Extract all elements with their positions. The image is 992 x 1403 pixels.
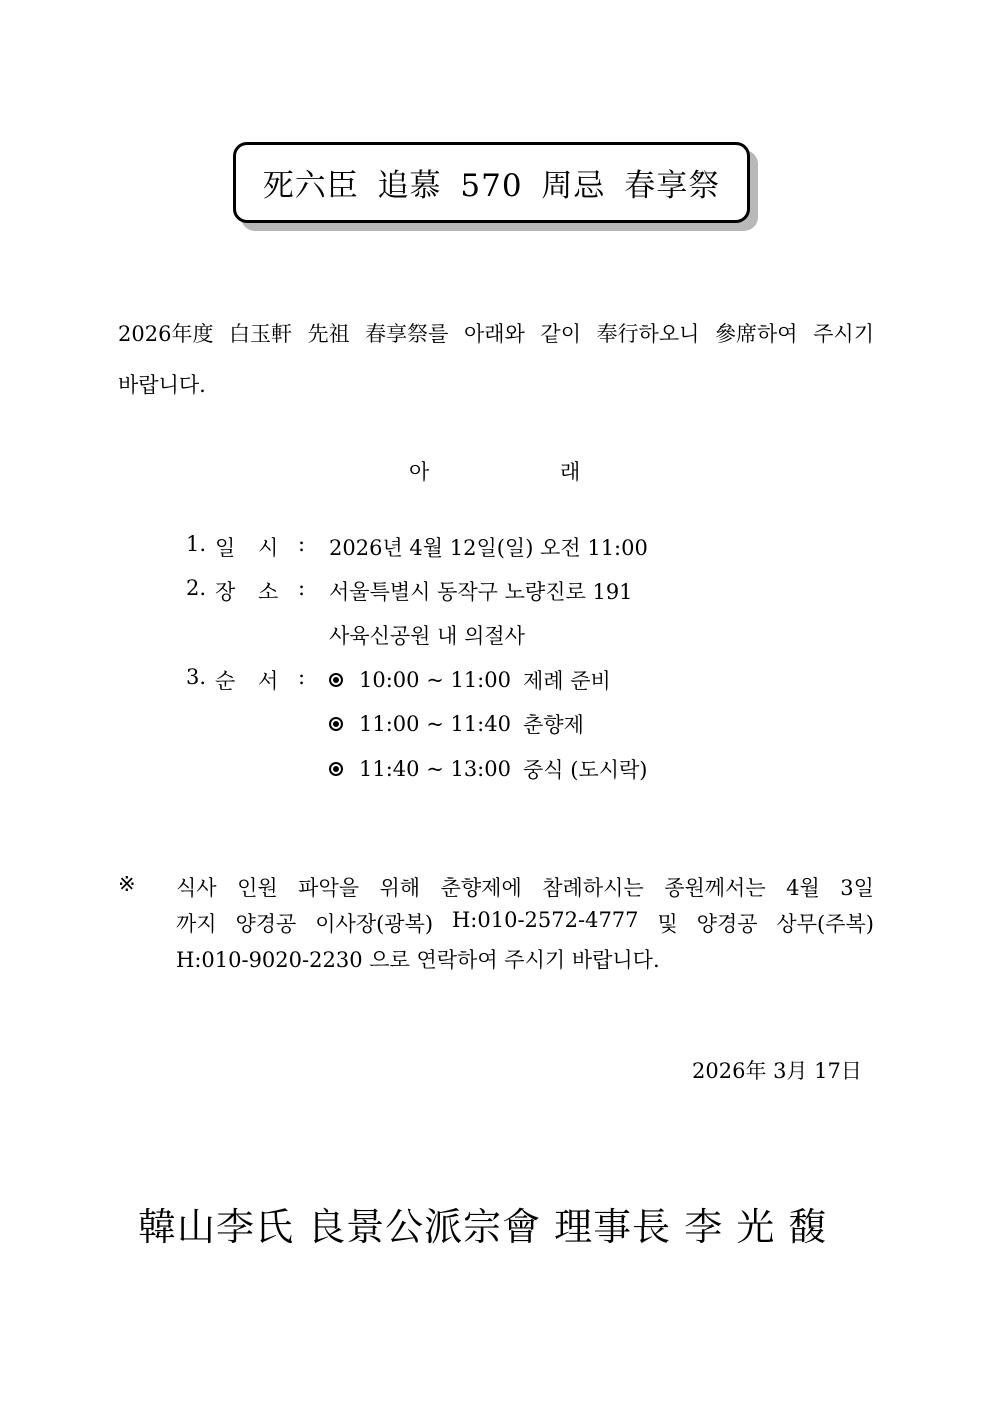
notice-heading-left: 아 — [409, 460, 430, 484]
note-word: 및 — [657, 912, 678, 936]
item-date-number: 1. — [186, 532, 207, 556]
note-word: 파악을 — [298, 876, 360, 900]
note-word: 위해 — [379, 876, 421, 900]
intro-line-1 — [118, 318, 874, 348]
note-word: 상무(주복) — [776, 912, 874, 936]
intro-word: 奉行하오니 — [596, 322, 700, 346]
radio-bullet-icon — [329, 762, 343, 776]
intro-word: 白玉軒 — [229, 322, 293, 346]
document-title: 死六臣 追慕 570 周忌 春享祭 — [262, 168, 721, 204]
item-place-number: 2. — [186, 576, 207, 600]
note-word: 춘향제에 — [440, 876, 522, 900]
note-word: 양경공 — [696, 912, 758, 936]
schedule-step — [329, 709, 584, 739]
item-place-venue: 사육신공원 내 의절사 — [329, 624, 525, 648]
note-word: 인원 — [237, 876, 278, 900]
item-place-colon: : — [298, 576, 306, 600]
notice-heading-right: 래 — [560, 460, 581, 484]
note-word: 이사장(광복) — [315, 912, 434, 936]
note-line-1 — [176, 872, 874, 902]
schedule-step-time: 10:00 ~ 11:00 — [359, 668, 511, 692]
item-date-key-1: 일 — [215, 536, 236, 560]
intro-word: 春享祭를 — [365, 322, 449, 346]
note-word: 양경공 — [235, 912, 297, 936]
note-word: 종원께서는 — [664, 876, 766, 900]
note-word: 4월 — [786, 876, 820, 900]
item-order-key-2: 서 — [258, 669, 279, 693]
schedule-step-desc: 중식 (도시락) — [523, 758, 648, 782]
item-date-value: 2026년 4월 12일(일) 오전 11:00 — [329, 536, 648, 560]
intro-word: 參席하여 — [714, 322, 798, 346]
item-date-colon: : — [298, 532, 306, 556]
note-line-2 — [176, 908, 874, 938]
note-word: 까지 — [176, 912, 217, 936]
note-mark: ※ — [118, 872, 136, 896]
item-order-colon: : — [298, 665, 306, 689]
item-place-address: 서울특별시 동작구 노량진로 191 — [329, 580, 633, 604]
intro-line-2: 바랍니다. — [118, 373, 206, 397]
item-order-number: 3. — [186, 665, 207, 689]
schedule-step-desc: 춘향제 — [523, 713, 584, 737]
radio-bullet-icon — [329, 717, 343, 731]
title-box — [233, 142, 750, 223]
schedule-step-time: 11:00 ~ 11:40 — [359, 712, 511, 736]
item-order-key-1: 순 — [215, 669, 236, 693]
schedule-step — [329, 665, 611, 695]
radio-bullet-icon — [329, 673, 343, 687]
note-word: 3일 — [840, 876, 874, 900]
note-line-3: H:010-9020-2230 으로 연락하여 주시기 바랍니다. — [176, 948, 660, 972]
item-place-key-1: 장 — [215, 580, 236, 604]
intro-word: 2026年度 — [118, 322, 214, 346]
intro-word: 先祖 — [307, 322, 350, 346]
item-date-key-2: 시 — [258, 536, 279, 560]
intro-word: 같이 — [540, 322, 581, 346]
intro-word: 아래와 — [464, 322, 525, 346]
schedule-step-desc: 제례 준비 — [523, 669, 611, 693]
intro-word: 주시기 — [813, 322, 874, 346]
note-word: H:010-2572-4777 — [451, 908, 639, 932]
schedule-step — [329, 754, 648, 784]
schedule-step-time: 11:40 ~ 13:00 — [359, 757, 511, 781]
signature: 韓山李氏 良景公派宗會 理事長 李 光 馥 — [138, 1205, 828, 1249]
note-word: 식사 — [176, 876, 217, 900]
item-place-key-2: 소 — [258, 580, 279, 604]
note-word: 참례하시는 — [542, 876, 644, 900]
document-date: 2026年 3月 17日 — [692, 1059, 862, 1083]
